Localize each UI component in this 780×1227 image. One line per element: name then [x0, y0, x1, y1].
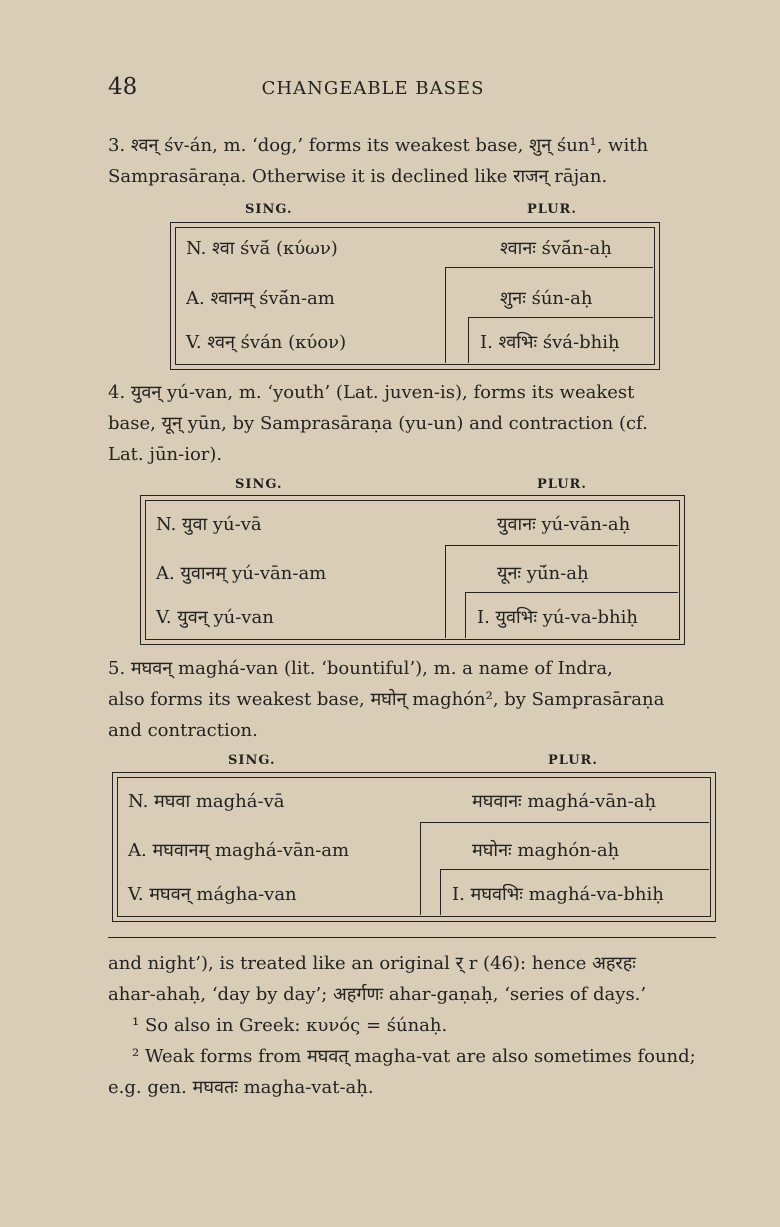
- table-1-nominative-plural: श्वानः śvā́n-aḥ: [500, 238, 612, 259]
- table-2-vocative-singular: V. युवन् yú-van: [156, 607, 274, 628]
- footnote-2-line-2: e.g. gen. मघवतः magha-vat-aḥ.: [108, 1077, 374, 1098]
- table-1-instrumental-plural: I. श्वभिः śvá-bhiḥ: [480, 332, 620, 353]
- table-3-nominative-singular: N. मघवा maghá-vā: [128, 791, 285, 812]
- footnotes: [108, 1010, 716, 1103]
- table-1-accusative-plural: शुनः śún-aḥ: [500, 288, 593, 309]
- paragraph-3: [108, 130, 716, 192]
- paragraph-4-line-3: Lat. jūn-ior).: [108, 444, 223, 465]
- declension-table-3: [112, 772, 716, 922]
- continuation-line-2: ahar-ahaḥ, ‘day by day’; अहर्गणः ahar-gaṇaḥ, ‘series of days.’: [108, 984, 647, 1005]
- declension-table-2: [140, 495, 685, 645]
- table-2-plur-label: PLUR.: [537, 477, 587, 492]
- page-header: [108, 74, 718, 104]
- paragraph-3-line-2: Samprasāraṇa. Otherwise it is declined like राजन् rājan.: [108, 166, 608, 187]
- paragraph-5-line-3: and contraction.: [108, 720, 258, 741]
- paragraph-4-line-1: 4. युवन् yú-van, m. ‘youth’ (Lat. juven-is), forms its weakest: [108, 382, 635, 403]
- paragraph-5-line-1: 5. मघवन् maghá-van (lit. ‘bountiful’), m. a name of Indra,: [108, 658, 613, 679]
- paragraph-5-line-2: also forms its weakest base, मघोन् maghón², by Samprasāraṇa: [108, 689, 665, 710]
- table-3-vocative-singular: V. मघवन् mágha-van: [128, 884, 297, 905]
- table-2-accusative-plural: यूनः yū́n-aḥ: [497, 563, 589, 584]
- paragraph-5: [108, 653, 716, 746]
- table-3-accusative-singular: A. मघवानम् maghá-vān-am: [128, 840, 350, 861]
- declension-table-1: [170, 222, 660, 370]
- paragraph-4: [108, 377, 716, 470]
- table-3-nominative-plural: मघवानः maghá-vān-aḥ: [472, 791, 657, 812]
- table-3-accusative-plural: मघोनः maghón-aḥ: [472, 840, 620, 861]
- table-3-plur-label: PLUR.: [548, 753, 598, 768]
- table-1-sing-label: SING.: [245, 202, 293, 217]
- continuation-line-1: and night’), is treated like an original र् r (46): hence अहरहः: [108, 953, 636, 974]
- table-2-accusative-singular: A. युवानम् yú-vān-am: [156, 563, 327, 584]
- table-2-sing-label: SING.: [235, 477, 283, 492]
- table-2-nominative-plural: युवानः yú-vān-aḥ: [497, 514, 631, 535]
- running-title: CHANGEABLE BASES: [261, 78, 485, 99]
- continuation-text: [108, 948, 716, 1010]
- table-1-accusative-singular: A. श्वानम् śvā́n-am: [186, 288, 335, 309]
- table-1-plur-label: PLUR.: [527, 202, 577, 217]
- table-1-vocative-singular: V. श्वन् śván (κύον): [186, 332, 347, 353]
- footnote-1: ¹ So also in Greek: κυνός = śúnaḥ.: [132, 1015, 448, 1036]
- table-3-instrumental-plural: I. मघवभिः maghá-va-bhiḥ: [452, 884, 664, 905]
- paragraph-4-line-2: base, यून् yūn, by Samprasāraṇa (yu-un) and contraction (cf.: [108, 413, 648, 434]
- page-number: 48: [108, 74, 138, 100]
- section-rule: [108, 937, 716, 938]
- footnote-2-line-1: ² Weak forms from मघवत् magha-vat are also sometimes found;: [132, 1046, 696, 1067]
- table-2-instrumental-plural: I. युवभिः yú-va-bhiḥ: [477, 607, 638, 628]
- table-3-sing-label: SING.: [228, 753, 276, 768]
- paragraph-3-line-1: 3. श्वन् śv-án, m. ‘dog,’ forms its weakest base, शुन् śun¹, with: [108, 135, 649, 156]
- table-2-nominative-singular: N. युवा yú-vā: [156, 514, 262, 535]
- table-1-nominative-singular: N. श्वा śvā́ (κύων): [186, 238, 338, 259]
